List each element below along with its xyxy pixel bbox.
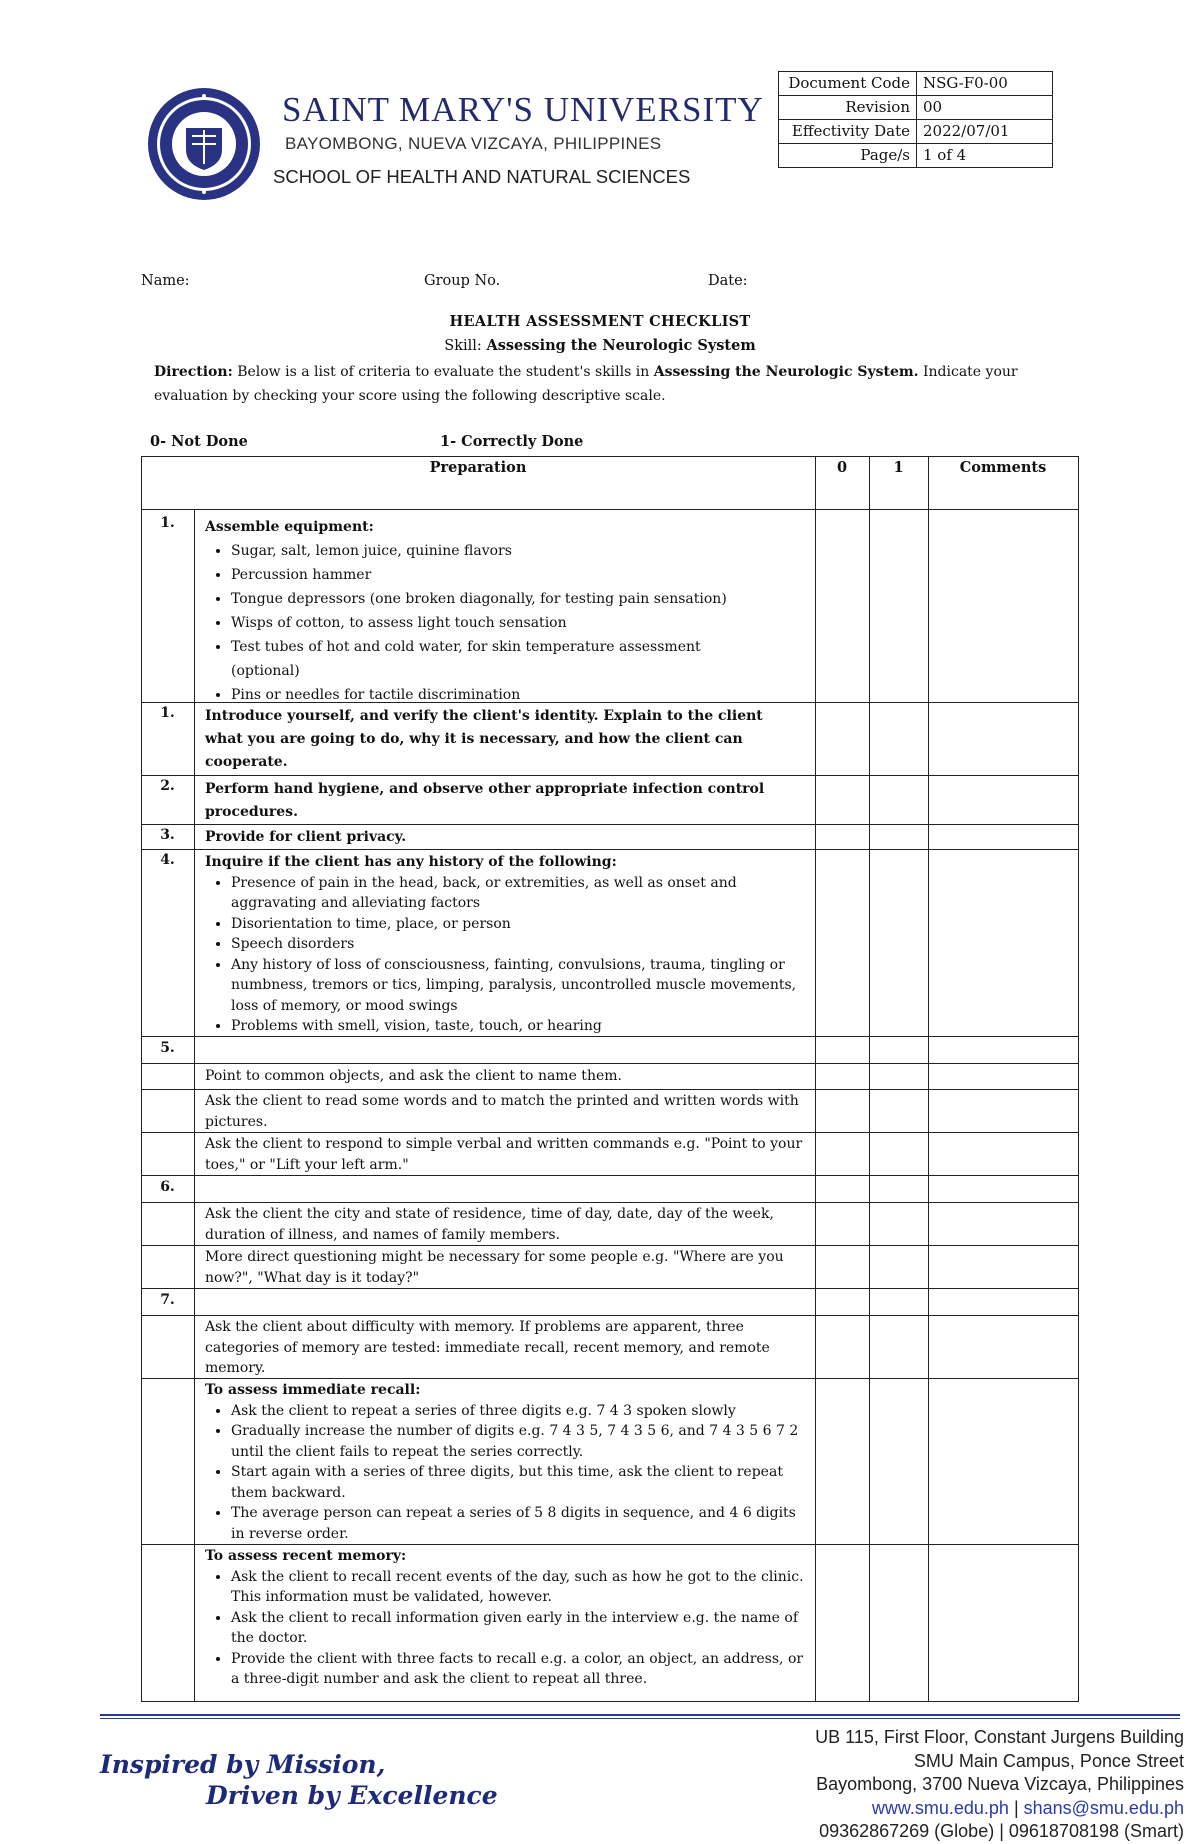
footer-divider <box>100 1714 1180 1716</box>
doc-code-row <box>779 72 1053 96</box>
row-title: To assess immediate recall: <box>205 1382 421 1398</box>
row-criteria: Introduce yourself, and verify the client's identity. Explain to the client what you are going to do, why it is necessary, and how the client can cooperate. <box>205 708 763 770</box>
list-item: • Any history of loss of consciousness, fainting, convulsions, trauma, tingling or numbness, tremors or tics, limping, paralysis, uncontrolled muscle movements, loss of memory, or mood swings <box>231 955 805 1017</box>
university-name: SAINT MARY'S UNIVERSITY <box>282 90 764 129</box>
list-item: • Speech disorders <box>231 934 805 955</box>
table-row <box>141 849 1079 1036</box>
revision-label: Revision <box>779 96 917 120</box>
address-line: Bayombong, 3700 Nueva Vizcaya, Philippines <box>816 1774 1184 1794</box>
row-criteria: Provide for client privacy. <box>205 829 407 845</box>
list-item: • The average person can repeat a series of 5 8 digits in sequence, and 4 6 digits in reverse order. <box>231 1503 805 1544</box>
list-item: • Ask the client to recall recent events of the day, such as how he got to the clinic. This information must be validated, however. <box>231 1567 805 1608</box>
table-row <box>141 1202 1079 1245</box>
table-row <box>141 1378 1079 1544</box>
email-link[interactable]: shans@smu.edu.ph <box>1023 1797 1184 1818</box>
address-line: UB 115, First Floor, Constant Jurgens Building <box>815 1727 1184 1747</box>
address-line: SMU Main Campus, Ponce Street <box>913 1750 1184 1771</box>
row-title: Inquire if the client has any history of the following: <box>205 854 617 870</box>
recent-memory-list <box>205 1567 805 1690</box>
row-number: 1. <box>160 515 175 531</box>
revision-value: 00 <box>917 96 1053 120</box>
effectivity-value: 2022/07/01 <box>917 120 1053 144</box>
row-number: 4. <box>160 852 175 868</box>
row-title: Assemble equipment: <box>205 519 374 535</box>
row-number: 7. <box>160 1292 175 1308</box>
list-item: • Start again with a series of three digits, but this time, ask the client to repeat them backward. <box>231 1462 805 1503</box>
pages-row <box>779 144 1053 168</box>
effectivity-row <box>779 120 1053 144</box>
row-criteria <box>205 1380 805 1544</box>
table-row <box>141 1245 1079 1288</box>
scale-not-done: 0- Not Done <box>150 433 248 450</box>
list-item: • Ask the client to repeat a series of three digits e.g. 7 4 3 spoken slowly <box>231 1401 805 1422</box>
skill-prefix: Skill: <box>444 338 487 354</box>
table-row <box>141 1288 1079 1315</box>
row-criteria: Ask the client about difficulty with memory. If problems are apparent, three categories of memory are tested: immediate recall, recent memory, and remote memory. <box>205 1319 770 1376</box>
table-header-row <box>141 456 1079 509</box>
header-comments: Comments <box>959 459 1047 476</box>
direction-text-2: Indicate your evaluation by checking your score using the following descriptive scale. <box>154 364 1018 404</box>
contact-web-line <box>815 1797 1184 1821</box>
pages-label: Page/s <box>779 144 917 168</box>
row-number: 1. <box>160 705 175 721</box>
pages-value: 1 of 4 <box>917 144 1053 168</box>
table-row <box>141 1175 1079 1202</box>
row-criteria <box>205 852 805 1037</box>
group-field[interactable]: Group No. <box>424 273 501 289</box>
list-item: • Tongue depressors (one broken diagonally, for testing pain sensation) <box>231 587 945 611</box>
immediate-recall-list <box>205 1401 805 1545</box>
checklist-title: HEALTH ASSESSMENT CHECKLIST <box>449 313 751 330</box>
header-score-1: 1 <box>893 459 904 476</box>
list-item: • Problems with smell, vision, taste, touch, or hearing <box>231 1016 805 1037</box>
equipment-list <box>205 539 945 707</box>
row-criteria: Point to common objects, and ask the client to name them. <box>205 1068 622 1084</box>
doc-code-value: NSG-F0-00 <box>917 72 1053 96</box>
table-row <box>141 1036 1079 1063</box>
checklist-table <box>141 456 1079 1702</box>
skill-line <box>0 337 1200 354</box>
scale-correctly-done: 1- Correctly Done <box>440 433 584 450</box>
doc-code-label: Document Code <box>779 72 917 96</box>
tagline-mission: Inspired by Mission, <box>100 1750 386 1779</box>
row-criteria: Perform hand hygiene, and observe other appropriate infection control procedures. <box>205 781 765 820</box>
list-item: • Ask the client to recall information given early in the interview e.g. the name of the doctor. <box>231 1608 805 1649</box>
skill-name: Assessing the Neurologic System <box>486 337 756 354</box>
row-number: 3. <box>160 827 175 843</box>
row-criteria: More direct questioning might be necessary for some people e.g. "Where are you now?", "What day is it today?" <box>205 1249 784 1286</box>
list-item: • Wisps of cotton, to assess light touch sensation <box>231 611 945 635</box>
table-row <box>141 509 1079 702</box>
list-item: • Percussion hammer <box>231 563 945 587</box>
table-row <box>141 1063 1079 1089</box>
school-name: SCHOOL OF HEALTH AND NATURAL SCIENCES <box>273 166 691 187</box>
revision-row <box>779 96 1053 120</box>
row-title: To assess recent memory: <box>205 1548 407 1564</box>
direction-skill: Assessing the Neurologic System. <box>653 364 919 380</box>
university-seal <box>146 86 262 202</box>
header-preparation: Preparation <box>429 459 527 476</box>
document-control-table <box>778 71 1053 168</box>
list-item: • Disorientation to time, place, or person <box>231 914 805 935</box>
row-criteria <box>205 515 945 707</box>
separator: | <box>1008 1797 1024 1818</box>
table-row <box>141 702 1079 775</box>
effectivity-label: Effectivity Date <box>779 120 917 144</box>
date-field[interactable]: Date: <box>708 273 748 289</box>
direction-text-1: Below is a list of criteria to evaluate the student's skills in <box>232 364 654 380</box>
table-row <box>141 1089 1079 1132</box>
list-item: • Provide the client with three facts to recall e.g. a color, an object, an address, or a three-digit number and ask the client to repeat all three. <box>231 1649 805 1690</box>
row-criteria: Ask the client the city and state of residence, time of day, date, day of the week, duration of illness, and names of family members. <box>205 1206 774 1243</box>
tagline-excellence: Driven by Excellence <box>206 1781 498 1810</box>
name-field[interactable]: Name: <box>141 273 190 289</box>
table-row <box>141 1544 1079 1702</box>
direction-paragraph <box>154 360 1054 408</box>
list-item: • Presence of pain in the head, back, or extremities, as well as onset and aggravating and alleviating factors <box>231 873 805 914</box>
history-list <box>205 873 805 1037</box>
row-number: 6. <box>160 1179 175 1195</box>
row-number: 5. <box>160 1040 175 1056</box>
website-link[interactable]: www.smu.edu.ph <box>871 1797 1009 1818</box>
row-criteria: Ask the client to respond to simple verbal and written commands e.g. "Point to your toes," or "Lift your left arm." <box>205 1136 803 1173</box>
university-location: BAYOMBONG, NUEVA VIZCAYA, PHILIPPINES <box>285 134 662 153</box>
phone-line: 09362867269 (Globe) | 09618708198 (Smart) <box>819 1821 1184 1841</box>
row-criteria: Ask the client to read some words and to match the printed and written words with pictures. <box>205 1093 799 1130</box>
list-item: • Gradually increase the number of digits e.g. 7 4 3 5, 7 4 3 5 6, and 7 4 3 5 6 7 2 until the client fails to repeat the series correctly. <box>231 1421 805 1462</box>
list-item: • Test tubes of hot and cold water, for skin temperature assessment (optional) <box>231 635 771 683</box>
table-row <box>141 1132 1079 1175</box>
table-row <box>141 775 1079 824</box>
row-criteria <box>205 1546 805 1690</box>
table-row <box>141 824 1079 849</box>
list-item: • Sugar, salt, lemon juice, quinine flavors <box>231 539 945 563</box>
footer-divider-thin <box>100 1718 1180 1719</box>
table-row <box>141 1315 1079 1378</box>
header-score-0: 0 <box>836 459 848 476</box>
row-number: 2. <box>160 778 175 794</box>
footer-address <box>815 1726 1184 1844</box>
list-item: • Pins or needles for tactile discrimination <box>231 683 945 707</box>
direction-label: Direction: <box>154 364 233 380</box>
